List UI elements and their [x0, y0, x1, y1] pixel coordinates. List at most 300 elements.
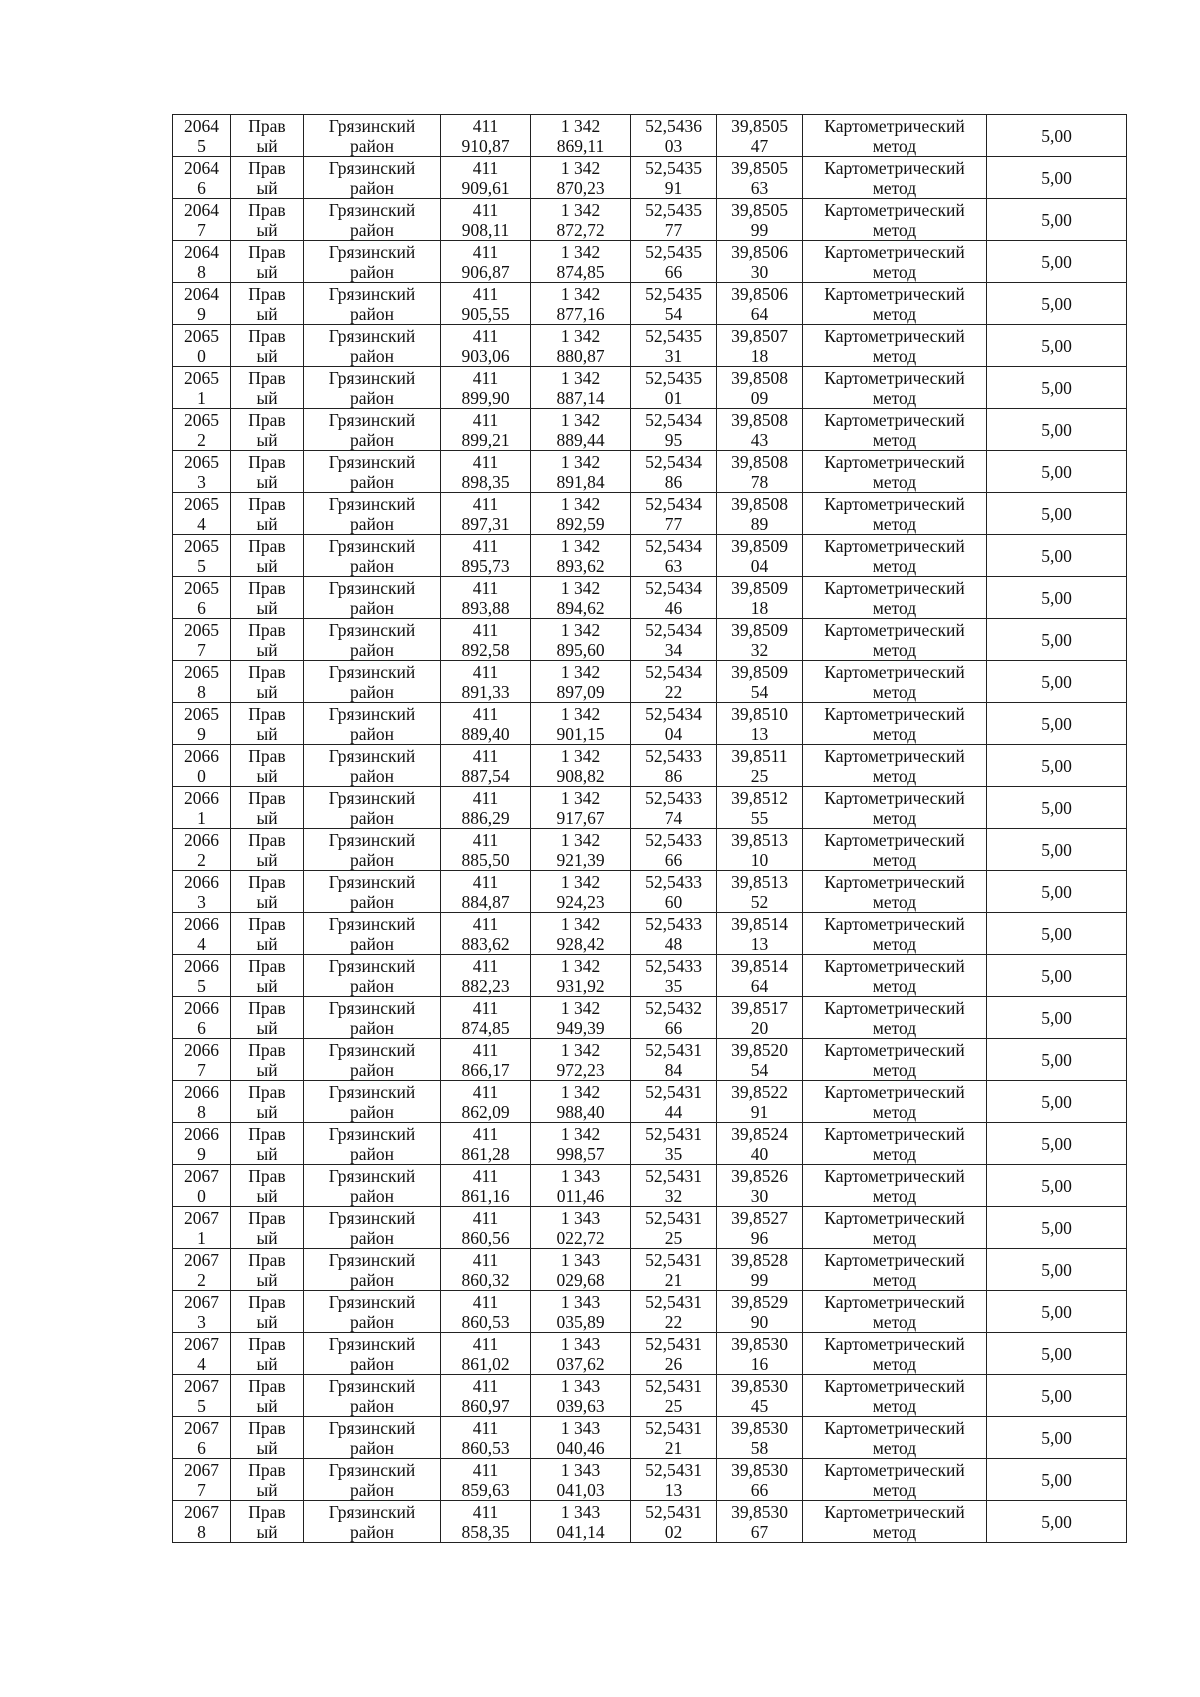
point-number-cell-line: 4 [197, 513, 206, 534]
latitude-cell-line: 01 [664, 387, 683, 408]
x-coordinate-cell-line: 899,90 [461, 387, 510, 408]
y-coordinate-cell [531, 745, 631, 787]
latitude-cell [631, 619, 717, 661]
side-cell-line: ый [256, 1017, 278, 1038]
y-coordinate-cell-line: 1 343 [560, 1291, 601, 1312]
district-cell-line: Грязинский [328, 1039, 416, 1060]
district-cell [304, 745, 441, 787]
side-cell-line: ый [256, 387, 278, 408]
latitude-cell-line: 52,5435 [645, 283, 702, 304]
longitude-cell [717, 871, 803, 913]
latitude-cell-line: 86 [664, 765, 683, 786]
y-coordinate-cell-line: 037,62 [556, 1353, 605, 1374]
district-cell [304, 829, 441, 871]
point-number-cell [173, 1249, 231, 1291]
latitude-cell [631, 1081, 717, 1123]
latitude-cell-line: 44 [664, 1101, 683, 1122]
district-cell [304, 577, 441, 619]
table-row [173, 1501, 1127, 1543]
latitude-cell [631, 1207, 717, 1249]
latitude-cell-line: 04 [664, 723, 683, 744]
latitude-cell-line: 52,5431 [645, 1207, 702, 1228]
y-coordinate-cell-line: 1 342 [560, 535, 601, 556]
side-cell [231, 829, 304, 871]
method-cell [803, 1417, 987, 1459]
method-cell-line: Картометрический [824, 493, 965, 514]
y-coordinate-cell-line: 1 342 [560, 409, 601, 430]
x-coordinate-cell-line: 883,62 [461, 933, 510, 954]
accuracy-cell: 5,00 [987, 1459, 1127, 1501]
longitude-cell-line: 18 [750, 345, 769, 366]
method-cell-line: метод [872, 597, 917, 618]
accuracy-cell: 5,00 [987, 955, 1127, 997]
method-cell-line: метод [872, 261, 917, 282]
latitude-cell-line: 21 [664, 1269, 683, 1290]
y-coordinate-cell-line: 1 343 [560, 1375, 601, 1396]
latitude-cell-line: 22 [664, 681, 683, 702]
district-cell [304, 1333, 441, 1375]
method-cell-line: метод [872, 1017, 917, 1038]
method-cell-line: метод [872, 1059, 917, 1080]
x-coordinate-cell-line: 411 [472, 745, 499, 766]
latitude-cell-line: 26 [664, 1353, 683, 1374]
longitude-cell-line: 39,8524 [731, 1123, 788, 1144]
method-cell-line: метод [872, 429, 917, 450]
district-cell [304, 1123, 441, 1165]
table-row [173, 1207, 1127, 1249]
longitude-cell [717, 1249, 803, 1291]
y-coordinate-cell [531, 241, 631, 283]
y-coordinate-cell-line: 901,15 [556, 723, 605, 744]
y-coordinate-cell [531, 1165, 631, 1207]
y-coordinate-cell-line: 1 342 [560, 745, 601, 766]
y-coordinate-cell [531, 1333, 631, 1375]
latitude-cell-line: 52,5435 [645, 325, 702, 346]
longitude-cell-line: 66 [750, 1479, 769, 1500]
y-coordinate-cell-line: 1 343 [560, 1333, 601, 1354]
table-row [173, 1039, 1127, 1081]
longitude-cell [717, 1375, 803, 1417]
side-cell-line: Прав [248, 1501, 286, 1522]
side-cell-line: Прав [248, 199, 286, 220]
table-row [173, 577, 1127, 619]
district-cell-line: район [350, 1479, 394, 1500]
table-row [173, 325, 1127, 367]
side-cell-line: Прав [248, 703, 286, 724]
point-number-cell [173, 241, 231, 283]
accuracy-cell: 5,00 [987, 325, 1127, 367]
side-cell-line: ый [256, 303, 278, 324]
accuracy-cell: 5,00 [987, 577, 1127, 619]
method-cell [803, 787, 987, 829]
latitude-cell-line: 52,5431 [645, 1375, 702, 1396]
side-cell-line: Прав [248, 1291, 286, 1312]
longitude-cell [717, 1291, 803, 1333]
district-cell [304, 115, 441, 157]
point-number-cell [173, 1333, 231, 1375]
side-cell [231, 1459, 304, 1501]
longitude-cell [717, 535, 803, 577]
accuracy-cell: 5,00 [987, 283, 1127, 325]
district-cell-line: Грязинский [328, 829, 416, 850]
method-cell [803, 409, 987, 451]
point-number-cell [173, 619, 231, 661]
y-coordinate-cell-line: 022,72 [556, 1227, 605, 1248]
y-coordinate-cell [531, 283, 631, 325]
x-coordinate-cell-line: 411 [472, 1291, 499, 1312]
latitude-cell-line: 52,5435 [645, 199, 702, 220]
method-cell [803, 1039, 987, 1081]
method-cell-line: метод [872, 1227, 917, 1248]
district-cell [304, 913, 441, 955]
district-cell [304, 325, 441, 367]
latitude-cell [631, 1333, 717, 1375]
latitude-cell [631, 367, 717, 409]
longitude-cell [717, 115, 803, 157]
table-row [173, 1165, 1127, 1207]
longitude-cell-line: 39,8512 [731, 787, 788, 808]
x-coordinate-cell-line: 874,85 [461, 1017, 510, 1038]
point-number-cell-line: 2065 [184, 409, 219, 430]
y-coordinate-cell-line: 1 342 [560, 997, 601, 1018]
method-cell-line: метод [872, 1395, 917, 1416]
longitude-cell-line: 58 [750, 1437, 769, 1458]
side-cell-line: Прав [248, 955, 286, 976]
longitude-cell [717, 451, 803, 493]
method-cell-line: Картометрический [824, 451, 965, 472]
accuracy-cell: 5,00 [987, 1291, 1127, 1333]
y-coordinate-cell-line: 1 342 [560, 913, 601, 934]
district-cell-line: Грязинский [328, 451, 416, 472]
table-row [173, 451, 1127, 493]
longitude-cell-line: 54 [750, 681, 769, 702]
longitude-cell-line: 32 [750, 639, 769, 660]
x-coordinate-cell-line: 411 [472, 493, 499, 514]
point-number-cell [173, 1207, 231, 1249]
district-cell [304, 1501, 441, 1543]
side-cell-line: ый [256, 219, 278, 240]
side-cell [231, 1249, 304, 1291]
district-cell-line: район [350, 1185, 394, 1206]
x-coordinate-cell [441, 535, 531, 577]
method-cell-line: Картометрический [824, 1249, 965, 1270]
method-cell [803, 115, 987, 157]
x-coordinate-cell-line: 411 [472, 913, 499, 934]
side-cell-line: ый [256, 1269, 278, 1290]
point-number-cell-line: 2065 [184, 493, 219, 514]
x-coordinate-cell-line: 884,87 [461, 891, 510, 912]
x-coordinate-cell [441, 451, 531, 493]
method-cell-line: Картометрический [824, 409, 965, 430]
side-cell-line: Прав [248, 787, 286, 808]
point-number-cell [173, 955, 231, 997]
method-cell-line: метод [872, 303, 917, 324]
side-cell-line: Прав [248, 1375, 286, 1396]
accuracy-cell: 5,00 [987, 409, 1127, 451]
accuracy-cell: 5,00 [987, 1123, 1127, 1165]
longitude-cell-line: 39,8509 [731, 577, 788, 598]
district-cell-line: Грязинский [328, 157, 416, 178]
x-coordinate-cell-line: 908,11 [461, 219, 510, 240]
point-number-cell-line: 2067 [184, 1249, 219, 1270]
latitude-cell [631, 1249, 717, 1291]
x-coordinate-cell [441, 1333, 531, 1375]
accuracy-cell: 5,00 [987, 1333, 1127, 1375]
method-cell-line: Картометрический [824, 1501, 965, 1522]
point-number-cell-line: 7 [197, 1479, 206, 1500]
latitude-cell-line: 48 [664, 933, 683, 954]
y-coordinate-cell [531, 619, 631, 661]
x-coordinate-cell [441, 1249, 531, 1291]
latitude-cell [631, 535, 717, 577]
y-coordinate-cell-line: 949,39 [556, 1017, 605, 1038]
accuracy-cell: 5,00 [987, 115, 1127, 157]
longitude-cell-line: 39,8514 [731, 913, 788, 934]
point-number-cell [173, 1039, 231, 1081]
y-coordinate-cell-line: 1 343 [560, 1501, 601, 1522]
point-number-cell-line: 2067 [184, 1375, 219, 1396]
district-cell-line: Грязинский [328, 1249, 416, 1270]
x-coordinate-cell [441, 703, 531, 745]
point-number-cell-line: 9 [197, 1143, 206, 1164]
longitude-cell-line: 30 [750, 261, 769, 282]
y-coordinate-cell [531, 1459, 631, 1501]
latitude-cell [631, 1417, 717, 1459]
latitude-cell-line: 91 [664, 177, 683, 198]
y-coordinate-cell-line: 880,87 [556, 345, 605, 366]
method-cell-line: метод [872, 1143, 917, 1164]
y-coordinate-cell [531, 787, 631, 829]
point-number-cell-line: 3 [197, 891, 206, 912]
method-cell-line: метод [872, 1521, 917, 1542]
longitude-cell-line: 39,8509 [731, 661, 788, 682]
side-cell [231, 367, 304, 409]
longitude-cell-line: 39,8530 [731, 1417, 788, 1438]
latitude-cell [631, 1291, 717, 1333]
side-cell-line: Прав [248, 1081, 286, 1102]
method-cell [803, 1333, 987, 1375]
point-number-cell-line: 2066 [184, 955, 219, 976]
x-coordinate-cell [441, 1207, 531, 1249]
point-number-cell-line: 2065 [184, 661, 219, 682]
latitude-cell [631, 745, 717, 787]
district-cell [304, 787, 441, 829]
point-number-cell-line: 8 [197, 261, 206, 282]
district-cell-line: Грязинский [328, 535, 416, 556]
district-cell-line: Грязинский [328, 1501, 416, 1522]
side-cell-line: Прав [248, 1165, 286, 1186]
x-coordinate-cell-line: 861,16 [461, 1185, 510, 1206]
accuracy-cell: 5,00 [987, 241, 1127, 283]
y-coordinate-cell-line: 895,60 [556, 639, 605, 660]
district-cell-line: Грязинский [328, 577, 416, 598]
point-number-cell-line: 2066 [184, 871, 219, 892]
point-number-cell-line: 2067 [184, 1291, 219, 1312]
side-cell-line: ый [256, 1479, 278, 1500]
x-coordinate-cell [441, 115, 531, 157]
longitude-cell-line: 39,8511 [731, 745, 788, 766]
latitude-cell-line: 52,5434 [645, 409, 702, 430]
method-cell-line: метод [872, 639, 917, 660]
x-coordinate-cell-line: 411 [472, 157, 499, 178]
x-coordinate-cell-line: 891,33 [461, 681, 510, 702]
point-number-cell-line: 2 [197, 849, 206, 870]
y-coordinate-cell-line: 1 342 [560, 199, 601, 220]
latitude-cell-line: 21 [664, 1437, 683, 1458]
method-cell-line: Картометрический [824, 1081, 965, 1102]
latitude-cell-line: 03 [664, 135, 683, 156]
side-cell-line: ый [256, 975, 278, 996]
latitude-cell [631, 115, 717, 157]
latitude-cell [631, 1501, 717, 1543]
district-cell [304, 1375, 441, 1417]
x-coordinate-cell [441, 661, 531, 703]
longitude-cell-line: 39,8510 [731, 703, 788, 724]
y-coordinate-cell-line: 928,42 [556, 933, 605, 954]
point-number-cell-line: 7 [197, 639, 206, 660]
longitude-cell [717, 829, 803, 871]
latitude-cell-line: 52,5433 [645, 787, 702, 808]
method-cell-line: Картометрический [824, 1375, 965, 1396]
longitude-cell-line: 63 [750, 177, 769, 198]
table-row [173, 787, 1127, 829]
side-cell-line: Прав [248, 619, 286, 640]
point-number-cell-line: 2064 [184, 241, 219, 262]
point-number-cell-line: 2067 [184, 1501, 219, 1522]
district-cell-line: Грязинский [328, 619, 416, 640]
x-coordinate-cell-line: 882,23 [461, 975, 510, 996]
method-cell-line: Картометрический [824, 997, 965, 1018]
accuracy-cell: 5,00 [987, 199, 1127, 241]
accuracy-cell: 5,00 [987, 703, 1127, 745]
point-number-cell [173, 283, 231, 325]
method-cell [803, 1459, 987, 1501]
latitude-cell [631, 1039, 717, 1081]
district-cell [304, 661, 441, 703]
district-cell-line: район [350, 933, 394, 954]
longitude-cell-line: 39,8508 [731, 409, 788, 430]
side-cell-line: ый [256, 639, 278, 660]
longitude-cell-line: 39,8529 [731, 1291, 788, 1312]
y-coordinate-cell-line: 1 343 [560, 1459, 601, 1480]
y-coordinate-cell [531, 1291, 631, 1333]
longitude-cell-line: 39,8530 [731, 1375, 788, 1396]
latitude-cell [631, 955, 717, 997]
longitude-cell-line: 40 [750, 1143, 769, 1164]
latitude-cell-line: 52,5434 [645, 451, 702, 472]
side-cell [231, 787, 304, 829]
table-row [173, 1123, 1127, 1165]
district-cell-line: район [350, 1017, 394, 1038]
x-coordinate-cell-line: 411 [472, 1459, 499, 1480]
latitude-cell [631, 1123, 717, 1165]
district-cell-line: Грязинский [328, 913, 416, 934]
table-row [173, 367, 1127, 409]
point-number-cell-line: 0 [197, 1185, 206, 1206]
longitude-cell-line: 64 [750, 975, 769, 996]
method-cell [803, 1207, 987, 1249]
y-coordinate-cell-line: 1 342 [560, 325, 601, 346]
longitude-cell [717, 1501, 803, 1543]
district-cell-line: район [350, 765, 394, 786]
accuracy-cell: 5,00 [987, 619, 1127, 661]
table-row [173, 1459, 1127, 1501]
x-coordinate-cell-line: 411 [472, 1333, 499, 1354]
table-row [173, 619, 1127, 661]
district-cell-line: Грязинский [328, 325, 416, 346]
y-coordinate-cell [531, 955, 631, 997]
side-cell-line: ый [256, 723, 278, 744]
x-coordinate-cell [441, 241, 531, 283]
y-coordinate-cell-line: 1 342 [560, 157, 601, 178]
x-coordinate-cell [441, 157, 531, 199]
latitude-cell-line: 52,5434 [645, 619, 702, 640]
side-cell-line: ый [256, 597, 278, 618]
method-cell-line: Картометрический [824, 577, 965, 598]
accuracy-cell: 5,00 [987, 787, 1127, 829]
latitude-cell-line: 52,5431 [645, 1501, 702, 1522]
longitude-cell [717, 703, 803, 745]
table-row [173, 283, 1127, 325]
district-cell [304, 1207, 441, 1249]
side-cell [231, 1039, 304, 1081]
method-cell-line: Картометрический [824, 1039, 965, 1060]
table-row [173, 829, 1127, 871]
side-cell-line: ый [256, 471, 278, 492]
y-coordinate-cell-line: 908,82 [556, 765, 605, 786]
district-cell [304, 1165, 441, 1207]
latitude-cell-line: 52,5431 [645, 1291, 702, 1312]
latitude-cell-line: 13 [664, 1479, 683, 1500]
x-coordinate-cell [441, 829, 531, 871]
district-cell-line: район [350, 891, 394, 912]
side-cell-line: ый [256, 177, 278, 198]
side-cell [231, 703, 304, 745]
district-cell-line: район [350, 723, 394, 744]
point-number-cell-line: 2066 [184, 1081, 219, 1102]
y-coordinate-cell-line: 874,85 [556, 261, 605, 282]
x-coordinate-cell-line: 411 [472, 283, 499, 304]
point-number-cell [173, 1459, 231, 1501]
side-cell-line: ый [256, 849, 278, 870]
y-coordinate-cell-line: 029,68 [556, 1269, 605, 1290]
side-cell-line: Прав [248, 157, 286, 178]
district-cell-line: район [350, 345, 394, 366]
longitude-cell-line: 39,8530 [731, 1501, 788, 1522]
y-coordinate-cell-line: 041,03 [556, 1479, 605, 1500]
x-coordinate-cell-line: 860,53 [461, 1311, 510, 1332]
method-cell-line: метод [872, 1353, 917, 1374]
latitude-cell [631, 829, 717, 871]
latitude-cell [631, 997, 717, 1039]
method-cell-line: Картометрический [824, 619, 965, 640]
latitude-cell [631, 1459, 717, 1501]
side-cell [231, 745, 304, 787]
x-coordinate-cell [441, 1123, 531, 1165]
longitude-cell [717, 997, 803, 1039]
point-number-cell-line: 5 [197, 135, 206, 156]
latitude-cell [631, 913, 717, 955]
district-cell-line: район [350, 135, 394, 156]
x-coordinate-cell-line: 411 [472, 577, 499, 598]
longitude-cell-line: 39,8526 [731, 1165, 788, 1186]
district-cell [304, 493, 441, 535]
longitude-cell [717, 955, 803, 997]
side-cell-line: Прав [248, 913, 286, 934]
district-cell [304, 1081, 441, 1123]
side-cell-line: Прав [248, 1249, 286, 1270]
latitude-cell-line: 66 [664, 261, 683, 282]
